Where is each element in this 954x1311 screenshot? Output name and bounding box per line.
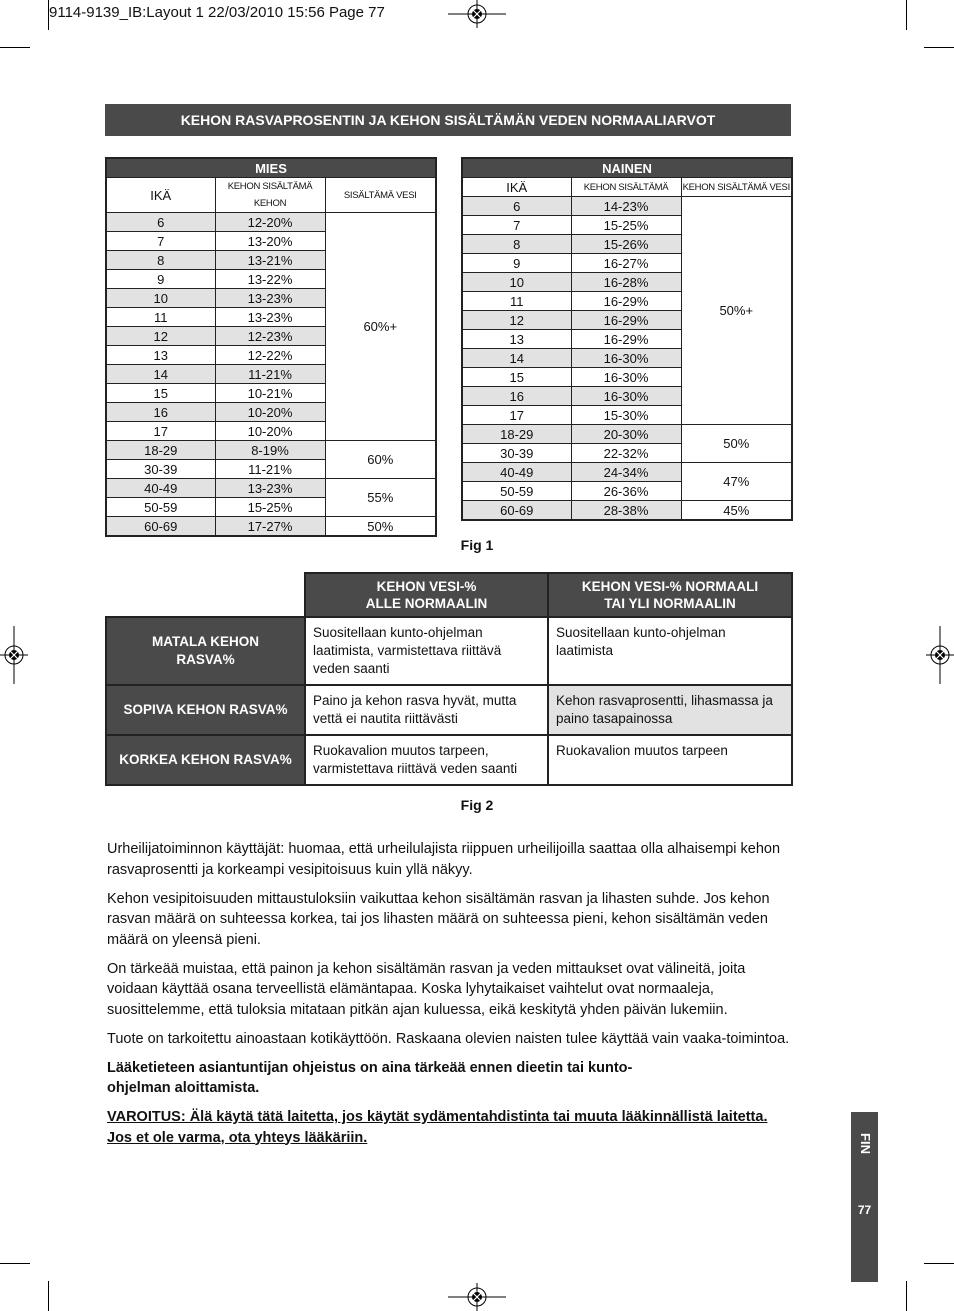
header-line: RASVA%: [176, 652, 235, 667]
water-cell: 60%: [325, 441, 436, 479]
paragraph: Kehon vesipitoisuuden mittaustuloksiin vaikuttaa kehon sisältämän rasvan ja lihasten suhde. Jos kehon rasvan määrä on suhteessa korkea, tai jos lihasten määrä on suhteessa pieni, kehon sisältämän veden määrä on yleensä pieni.: [107, 890, 770, 948]
fat-cell: 15-30%: [571, 406, 681, 425]
fat-cell: 16-30%: [571, 387, 681, 406]
table-title: NAINEN: [462, 158, 792, 178]
matrix-cell: Paino ja kehon rasva hyvät, mutta vettä ei nautita riittävästi: [305, 685, 548, 735]
figure-caption: Fig 1: [460, 537, 494, 553]
water-cell: 60%+: [325, 213, 436, 441]
fat-cell: 15-26%: [571, 235, 681, 254]
column-header-fat: KEHON SISÄLTÄMÄ KEHON: [215, 178, 325, 213]
matrix-cell: Kehon rasvaprosentti, lihasmassa ja paino tasapainossa: [548, 685, 792, 735]
assessment-matrix: [105, 572, 793, 786]
warning-text: VAROITUS: Älä käytä tätä laitetta, jos käytät sydämentahdistinta tai muuta lääkinnällistä laitetta. Jos et ole varma, ota yhteys lääkäriin.: [107, 1109, 768, 1146]
fat-cell: 22-32%: [571, 444, 681, 463]
header-line: TAI YLI NORMAALIN: [604, 596, 736, 611]
fat-cell: 13-22%: [215, 270, 325, 289]
water-cell: 50%+: [681, 197, 792, 425]
age-cell: 17: [462, 406, 571, 425]
crop-mark: [924, 47, 954, 48]
age-cell: 12: [106, 327, 215, 346]
table-row: [462, 197, 792, 216]
age-cell: 12: [462, 311, 571, 330]
fat-cell: 13-23%: [215, 289, 325, 308]
column-header-age: IKÄ: [462, 178, 571, 197]
crop-mark: [0, 1263, 30, 1264]
fat-cell: 10-20%: [215, 422, 325, 441]
fat-cell: 14-23%: [571, 197, 681, 216]
fat-cell: 16-29%: [571, 311, 681, 330]
age-cell: 50-59: [106, 498, 215, 517]
fat-cell: 16-29%: [571, 292, 681, 311]
crop-mark: [906, 0, 907, 30]
water-cell: 55%: [325, 479, 436, 517]
age-cell: 18-29: [106, 441, 215, 460]
table-row: [462, 463, 792, 482]
matrix-cell: Suositellaan kunto-ohjelman laatimista, varmistettava riittävä veden saanti: [305, 617, 548, 685]
fat-cell: 24-34%: [571, 463, 681, 482]
age-cell: 7: [462, 216, 571, 235]
age-cell: 18-29: [462, 425, 571, 444]
water-cell: 50%: [681, 425, 792, 463]
language-code: FIN: [857, 1132, 873, 1154]
age-cell: 40-49: [462, 463, 571, 482]
column-header-water: KEHON SISÄLTÄMÄ VESI: [681, 178, 792, 197]
column-header-age: IKÄ: [106, 178, 215, 213]
age-cell: 40-49: [106, 479, 215, 498]
fat-cell: 16-29%: [571, 330, 681, 349]
registration-mark-icon: [448, 1283, 506, 1311]
fat-cell: 26-36%: [571, 482, 681, 501]
paragraph: On tärkeää muistaa, että painon ja kehon sisältämän rasvan ja veden mittaukset ovat välineitä, joita voidaan käyttää osana terveellistä elämäntapaa. Koska lyhytaikaiset vaihtelut ovat normaaleja, suosittelemme, että tuloksia mitataan pitkän ajan kuluessa, eikä keskitytä yhden päivän lukemiin.: [107, 960, 746, 1018]
figure-caption: Fig 2: [460, 797, 494, 813]
page-number: 77: [857, 1203, 872, 1217]
age-cell: 60-69: [106, 517, 215, 537]
language-tab-label: [853, 1112, 878, 1174]
header-line: MATALA KEHON: [152, 634, 259, 649]
fat-cell: 8-19%: [215, 441, 325, 460]
age-cell: 16: [106, 403, 215, 422]
age-cell: 14: [106, 365, 215, 384]
fat-cell: 16-30%: [571, 368, 681, 387]
age-cell: 50-59: [462, 482, 571, 501]
matrix-cell: Suositellaan kunto-ohjelman laatimista: [548, 617, 792, 685]
matrix-corner: [106, 573, 305, 617]
matrix-column-header: [305, 573, 548, 617]
age-cell: 30-39: [462, 444, 571, 463]
crop-mark: [0, 47, 30, 48]
age-cell: 11: [106, 308, 215, 327]
matrix-column-header: [548, 573, 792, 617]
table-row: [106, 479, 436, 498]
fat-cell: 10-21%: [215, 384, 325, 403]
fat-cell: 13-23%: [215, 479, 325, 498]
age-cell: 60-69: [462, 501, 571, 521]
fat-cell: 12-22%: [215, 346, 325, 365]
water-cell: 50%: [325, 517, 436, 537]
paragraph: Urheilijatoiminnon käyttäjät: huomaa, että urheilulajista riippuen urheilijoilla saattaa olla alhaisempi kehon rasvaprosentti ja korkeampi vesipitoisuus kuin yllä näkyy.: [107, 841, 781, 878]
fat-cell: 16-30%: [571, 349, 681, 368]
matrix-row-header: [106, 617, 305, 685]
age-cell: 13: [462, 330, 571, 349]
age-cell: 13: [106, 346, 215, 365]
water-cell: 45%: [681, 501, 792, 521]
fat-cell: 13-23%: [215, 308, 325, 327]
crop-mark: [906, 1281, 907, 1311]
matrix-row-header: KORKEA KEHON RASVA%: [106, 735, 305, 785]
age-cell: 10: [106, 289, 215, 308]
column-header-fat: KEHON SISÄLTÄMÄ: [571, 178, 681, 197]
age-cell: 16: [462, 387, 571, 406]
fat-cell: 11-21%: [215, 460, 325, 479]
women-table: [461, 157, 793, 521]
age-cell: 9: [106, 270, 215, 289]
registration-mark-icon: [0, 626, 28, 684]
body-text: [107, 839, 797, 1157]
header-line: KEHON VESI-% NORMAALI: [581, 579, 759, 594]
age-cell: 7: [106, 232, 215, 251]
medical-advice-note: Lääketieteen asiantuntijan ohjeistus on aina tärkeää ennen dieetin tai kunto-ohjelman aloittamista.: [107, 1059, 633, 1096]
matrix-row-header: SOPIVA KEHON RASVA%: [106, 685, 305, 735]
table-title: MIES: [106, 158, 436, 178]
print-header: 9114-9139_IB:Layout 1 22/03/2010 15:56 Page 77: [49, 4, 385, 21]
age-cell: 14: [462, 349, 571, 368]
crop-mark: [48, 1281, 49, 1311]
fat-cell: 17-27%: [215, 517, 325, 537]
age-cell: 30-39: [106, 460, 215, 479]
age-cell: 8: [462, 235, 571, 254]
fat-cell: 16-27%: [571, 254, 681, 273]
fat-cell: 28-38%: [571, 501, 681, 521]
table-row: [462, 425, 792, 444]
water-cell: 47%: [681, 463, 792, 501]
age-cell: 17: [106, 422, 215, 441]
men-table: [105, 157, 437, 537]
age-cell: 10: [462, 273, 571, 292]
fat-cell: 15-25%: [571, 216, 681, 235]
fat-cell: 16-28%: [571, 273, 681, 292]
age-cell: 11: [462, 292, 571, 311]
header-line: ALLE NORMAALIN: [365, 596, 488, 611]
age-cell: 15: [106, 384, 215, 403]
header-line: KEHON VESI-%: [376, 579, 477, 594]
registration-mark-icon: [926, 626, 954, 684]
paragraph: Tuote on tarkoitettu ainoastaan kotikäyttöön. Raskaana olevien naisten tulee käyttää vain vaaka-toimintoa.: [107, 1030, 790, 1047]
table-row: [462, 501, 792, 521]
fat-cell: 15-25%: [215, 498, 325, 517]
registration-mark-icon: [448, 0, 506, 28]
fat-cell: 12-23%: [215, 327, 325, 346]
table-row: [106, 213, 436, 232]
fat-cell: 10-20%: [215, 403, 325, 422]
section-banner: KEHON RASVAPROSENTIN JA KEHON SISÄLTÄMÄN VEDEN NORMAALIARVOT: [105, 104, 791, 136]
fat-cell: 13-21%: [215, 251, 325, 270]
fat-cell: 12-20%: [215, 213, 325, 232]
column-header-water: SISÄLTÄMÄ VESI: [325, 178, 436, 213]
age-cell: 15: [462, 368, 571, 387]
crop-mark: [924, 1263, 954, 1264]
age-cell: 6: [106, 213, 215, 232]
matrix-cell: Ruokavalion muutos tarpeen: [548, 735, 792, 785]
age-cell: 9: [462, 254, 571, 273]
fat-cell: 20-30%: [571, 425, 681, 444]
age-cell: 6: [462, 197, 571, 216]
fat-cell: 13-20%: [215, 232, 325, 251]
fat-cell: 11-21%: [215, 365, 325, 384]
table-row: [106, 441, 436, 460]
age-cell: 8: [106, 251, 215, 270]
table-row: [106, 517, 436, 537]
matrix-cell: Ruokavalion muutos tarpeen, varmistettava riittävä veden saanti: [305, 735, 548, 785]
